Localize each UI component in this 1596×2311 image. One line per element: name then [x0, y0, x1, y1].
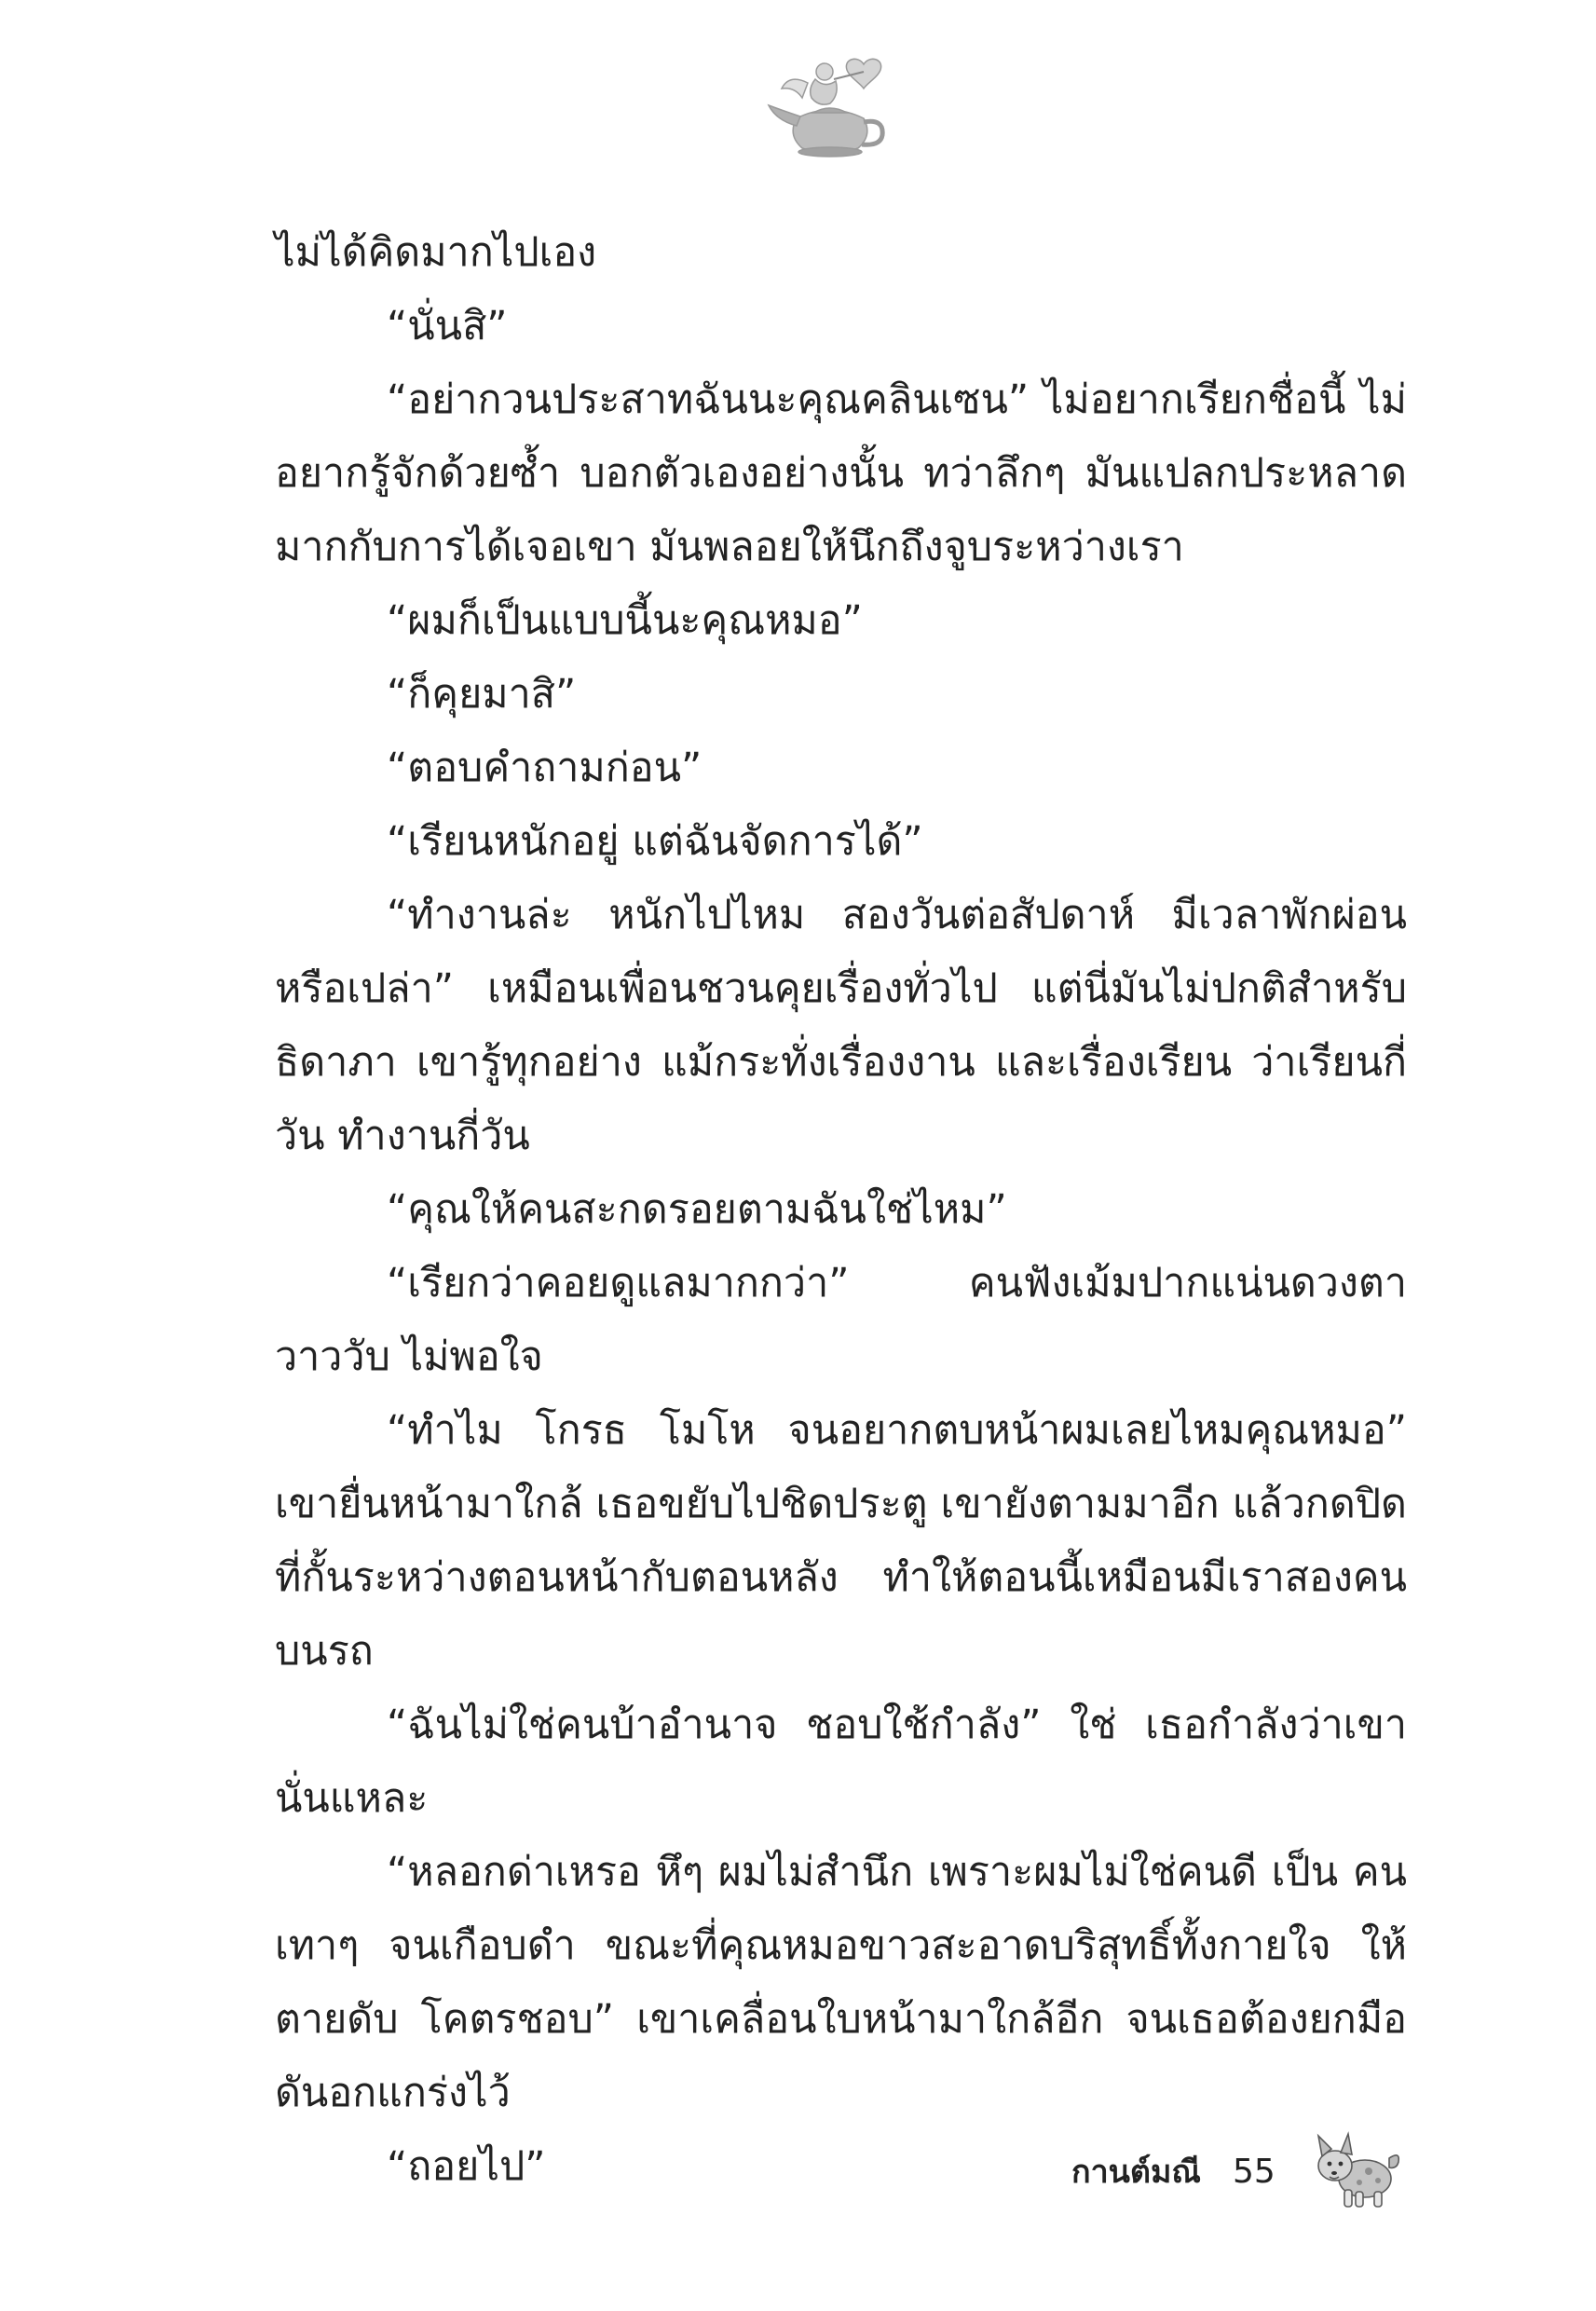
paragraph: “ก็คุยมาสิ” [387, 671, 577, 718]
paragraph: “ผมก็เป็นแบบนี้นะคุณหมอ” [387, 597, 863, 644]
story-body [275, 216, 1407, 2204]
author-name: กานต์มณี [1071, 2154, 1201, 2191]
paragraph: “ถอยไป” [387, 2143, 546, 2190]
paragraph: “เรียนหนักอยู่ แต่ฉันจัดการได้” [387, 818, 923, 865]
paragraph: “คุณให้คนสะกดรอยตามฉันใช่ไหม” [387, 1186, 1007, 1233]
page-footer [1071, 2125, 1406, 2218]
paragraph: “อย่ากวนประสาทฉันนะคุณคลินเซน” ไม่อยากเรียกชื่อนี้ ไม่อยากรู้จักด้วยซ้ำ บอกตัวเองอย่างนั้น ทว่าลึกๆ มันแปลกประหลาด มากกับการได้เจอเขา มันพลอยให้นึกถึงจูบระหว่างเรา [275, 376, 1407, 570]
paragraph: ไม่ได้คิดมากไปเอง [275, 229, 597, 276]
paragraph: “เรียกว่าคอยดูแลมากกว่า” คนฟังเม้มปากแน่นดวงตาวาววับ ไม่พอใจ [275, 1260, 1407, 1380]
corgi-dog-icon [1303, 2125, 1406, 2218]
paragraph: “ทำไม โกรธ โมโห จนอยากตบหน้าผมเลยไหมคุณหมอ” เขายื่นหน้ามาใกล้ เธอขยับไปชิดประตู เขายังตามมาอีก แล้วกดปิด ที่กั้นระหว่างตอนหน้ากับตอนหลัง ทำให้ตอนนี้เหมือนมีเราสองคน บนรถ [275, 1407, 1407, 1675]
teapot-cupid-icon [759, 51, 899, 163]
paragraph: “ทำงานล่ะ หนักไปไหม สองวันต่อสัปดาห์ มีเวลาพักผ่อน หรือเปล่า” เหมือนเพื่อนชวนคุยเรื่องทั่วไป แต่นี่มันไม่ปกติสำหรับ ธิดาภา เขารู้ทุกอย่าง แม้กระทั่งเรื่องงาน และเรื่องเรียน ว่าเรียนกี่วัน ทำงานกี่วัน [275, 892, 1407, 1159]
paragraph: “ตอบคำถามก่อน” [387, 745, 703, 791]
paragraph: “นั่นสิ” [387, 303, 508, 349]
paragraph: “หลอกด่าเหรอ หึๆ ผมไม่สำนึก เพราะผมไม่ใช่คนดี เป็น คนเทาๆ จนเกือบดำ ขณะที่คุณหมอขาวสะอาดบริสุทธิ์ทั้งกายใจ ให้ตายดับ โคตรชอบ” เขาเคลื่อนใบหน้ามาใกล้อีก จนเธอต้องยกมือ ดันอกแกร่งไว้ [275, 1849, 1407, 2116]
paragraph: “ฉันไม่ใช่คนบ้าอำนาจ ชอบใช้กำลัง” ใช่ เธอกำลังว่าเขานั่นแหละ [275, 1702, 1407, 1822]
page-number: 55 [1232, 2152, 1275, 2191]
